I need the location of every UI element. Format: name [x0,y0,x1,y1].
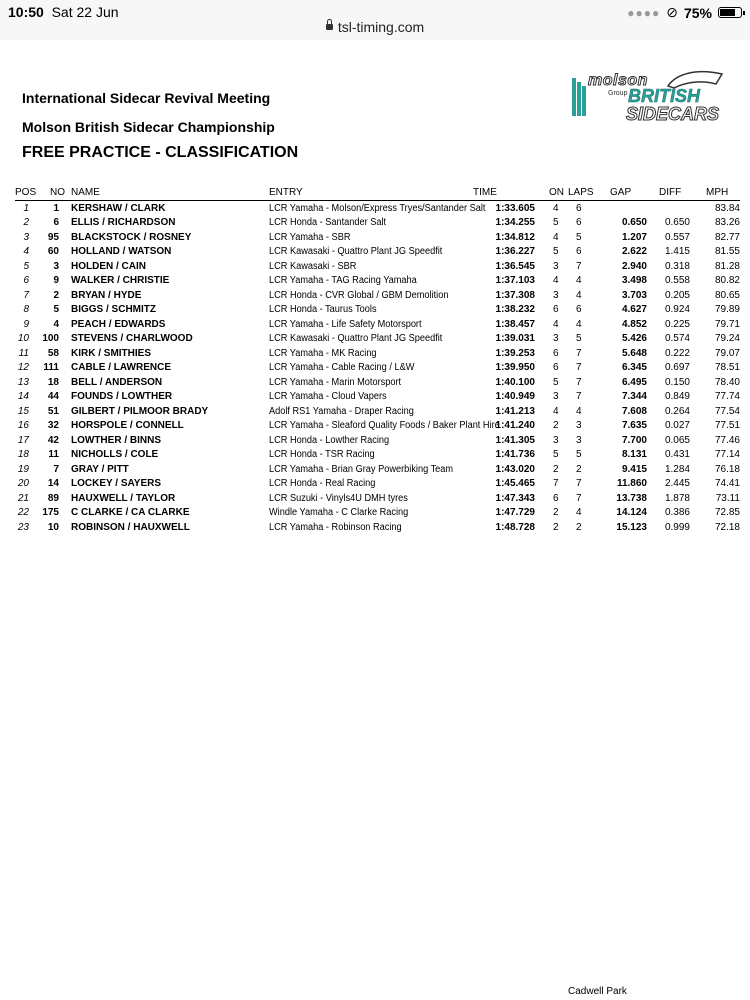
table-row [15,375,740,390]
cell-gap: 7.344 [621,391,647,403]
cell-gap: 2.940 [621,260,647,272]
table-row [15,491,740,506]
cell-time: 1:36.227 [495,246,535,258]
cell-name: LOCKEY / SAYERS [71,478,162,490]
cell-mph: 77.46 [714,434,740,446]
cell-no: 18 [47,376,59,388]
cell-gap: 13.738 [616,492,647,504]
cell-no: 111 [43,362,59,374]
table-row [15,520,740,535]
cell-name: BIGGS / SCHMITZ [71,304,156,316]
cell-no: 100 [42,333,59,345]
cell-time: 1:40.100 [495,376,535,388]
cell-time: 1:41.305 [495,434,535,446]
table-row [15,274,740,289]
cell-name: BELL / ANDERSON [71,376,163,388]
cell-mph: 72.18 [714,521,740,533]
cell-no: 175 [42,507,59,519]
cell-gap: 8.131 [621,449,647,461]
cell-pos: 18 [17,449,29,461]
cell-name: PEACH / EDWARDS [71,318,166,330]
cell-on: 3 [553,434,559,446]
cell-laps: 3 [576,434,582,446]
cell-on: 3 [553,391,559,403]
cell-gap: 3.703 [621,289,647,301]
cell-entry: LCR Yamaha - Cloud Vapers [269,391,387,403]
cell-pos: 2 [23,217,29,229]
cell-on: 7 [553,478,559,490]
cell-diff [647,201,690,216]
cell-on: 5 [553,246,559,258]
col-gap: GAP [598,184,647,201]
cell-on: 5 [553,217,559,229]
cell-mph: 72.85 [714,507,740,519]
cell-no: 4 [53,318,59,330]
cell-entry: Adolf RS1 Yamaha - Draper Racing [269,405,414,417]
cell-gap: 14.124 [616,507,647,519]
cell-no: 9 [53,275,59,287]
url-bar[interactable] [0,19,750,35]
cell-on: 4 [553,318,559,330]
cell-mph: 77.54 [714,405,740,417]
cell-no: 7 [53,463,59,475]
cell-no: 5 [53,304,59,316]
cell-laps: 7 [576,492,582,504]
cell-diff: 0.225 [664,318,690,330]
cell-name: CABLE / LAWRENCE [71,362,171,374]
cell-no: 3 [53,260,59,272]
cell-name: HORSPOLE / CONNELL [71,420,184,432]
cell-diff: 0.150 [664,376,690,388]
cell-time: 1:41.213 [495,405,535,417]
battery-fill [720,9,735,16]
cell-gap: 1.207 [621,231,647,243]
cell-pos: 17 [17,434,29,446]
cell-on: 6 [553,304,559,316]
cell-diff: 0.027 [664,420,690,432]
venue-footer: Cadwell Park [568,986,627,997]
cell-time: 1:43.020 [495,463,535,475]
cell-pos: 23 [17,521,29,533]
cell-diff: 0.318 [664,260,690,272]
table-row [15,245,740,260]
cell-time: 1:38.457 [495,318,535,330]
cell-name: KIRK / SMITHIES [71,347,152,359]
cell-no: 60 [47,246,59,258]
cell-no: 51 [47,405,59,417]
cell-laps: 7 [576,347,582,359]
cell-name: LOWTHER / BINNS [71,434,161,446]
cell-on: 2 [553,420,559,432]
cell-mph: 74.41 [714,478,740,490]
cell-no: 95 [47,231,59,243]
table-row [15,462,740,477]
cell-mph: 76.18 [714,463,740,475]
status-bar [0,0,750,40]
signal-icon: ●●●● [627,5,661,20]
cell-laps: 5 [576,231,582,243]
cell-gap: 7.635 [621,420,647,432]
cell-name: KERSHAW / CLARK [71,202,166,214]
cell-diff: 1.878 [664,492,690,504]
cell-name: ROBINSON / HAUXWELL [71,521,190,533]
table-row [15,506,740,521]
cell-pos: 3 [23,231,29,243]
cell-name: HOLLAND / WATSON [71,246,172,258]
cell-on: 6 [553,492,559,504]
cell-diff: 1.415 [664,246,690,258]
cell-time: 1:39.950 [495,362,535,374]
cell-entry: LCR Kawasaki - Quattro Plant JG Speedfit [269,333,443,345]
cell-laps: 2 [576,521,582,533]
cell-name: C CLARKE / CA CLARKE [71,507,190,519]
cell-time: 1:37.308 [495,289,535,301]
cell-name: GILBERT / PILMOOR BRADY [71,405,209,417]
cell-entry: LCR Yamaha - TAG Racing Yamaha [269,275,417,287]
cell-name: HOLDEN / CAIN [71,260,146,272]
cell-gap [598,201,647,216]
cell-mph: 80.82 [714,275,740,287]
cell-mph: 77.74 [714,391,740,403]
cell-entry: LCR Yamaha - Brian Gray Powerbiking Team [269,463,454,475]
col-on: ON [541,184,568,201]
cell-on: 5 [553,376,559,388]
cell-laps: 7 [576,376,582,388]
cell-pos: 16 [17,420,29,432]
cell-time: 1:39.031 [495,333,535,345]
cell-time: 1:39.253 [495,347,535,359]
table-row [15,477,740,492]
cell-on: 2 [553,507,559,519]
cell-diff: 0.849 [664,391,690,403]
cell-diff: 0.205 [664,289,690,301]
cell-on: 4 [553,231,559,243]
cell-pos: 7 [23,289,29,301]
cell-diff: 0.999 [664,521,690,533]
cell-entry: LCR Kawasaki - Quattro Plant JG Speedfit [269,246,443,258]
cell-pos: 19 [17,463,29,475]
cell-time: 1:37.103 [495,275,535,287]
cell-laps: 7 [576,478,582,490]
logo-molson: molson [588,72,648,89]
session-title: FREE PRACTICE - CLASSIFICATION [22,144,299,161]
cell-pos: 15 [17,405,29,417]
cell-laps: 7 [576,391,582,403]
logo-british: BRITISH [628,86,700,106]
col-name: NAME [71,184,269,201]
cell-mph: 81.55 [714,246,740,258]
cell-on: 2 [553,521,559,533]
cell-laps: 6 [576,304,582,316]
table-row [15,201,740,216]
table-row [15,346,740,361]
cell-laps: 4 [576,405,582,417]
cell-mph: 79.71 [714,318,740,330]
cell-name: GRAY / PITT [71,463,129,475]
cell-name: HAUXWELL / TAYLOR [71,492,176,504]
cell-laps: 4 [576,318,582,330]
col-laps: LAPS [568,184,598,201]
table-row [15,404,740,419]
cell-entry: LCR Yamaha - Sleaford Quality Foods / Baker Plant Hire [269,420,500,432]
cell-time: 1:38.232 [495,304,535,316]
cell-diff: 0.574 [664,333,690,345]
status-time: 10:50 [8,4,44,20]
cell-pos: 21 [17,492,29,504]
cell-diff: 0.697 [664,362,690,374]
table-row [15,433,740,448]
col-diff: DIFF [647,184,690,201]
cell-entry: LCR Yamaha - Molson/Express Tryes/Santander Salt [269,202,486,214]
cell-diff: 0.557 [664,231,690,243]
cell-time: 1:40.949 [495,391,535,403]
cell-laps: 7 [576,260,582,272]
table-row [15,288,740,303]
cell-name: BRYAN / HYDE [71,289,142,301]
cell-no: 6 [53,217,59,229]
cell-gap: 7.608 [621,405,647,417]
orientation-lock-icon: ⊘ [666,4,678,20]
cell-mph: 78.51 [714,362,740,374]
cell-gap: 2.622 [621,246,647,258]
cell-entry: LCR Yamaha - MK Racing [269,347,377,359]
cell-diff: 0.924 [664,304,690,316]
cell-laps: 4 [576,507,582,519]
cell-laps: 5 [576,449,582,461]
cell-entry: LCR Honda - TSR Racing [269,449,375,461]
cell-diff: 0.386 [664,507,690,519]
cell-pos: 1 [23,202,29,214]
cell-diff: 1.284 [664,463,690,475]
cell-no: 1 [53,202,59,214]
cell-name: WALKER / CHRISTIE [71,275,170,287]
cell-name: STEVENS / CHARLWOOD [71,333,193,345]
table-row [15,390,740,405]
cell-diff: 0.558 [664,275,690,287]
table-row [15,259,740,274]
cell-no: 10 [47,521,59,533]
cell-diff: 0.264 [664,405,690,417]
logo-group: Group [608,90,628,97]
col-time: TIME [459,184,541,201]
cell-on: 3 [553,333,559,345]
table-row [15,216,740,231]
cell-pos: 9 [23,318,29,330]
cell-time: 1:48.728 [495,521,535,533]
cell-gap: 15.123 [616,521,647,533]
cell-no: 11 [48,449,59,461]
cell-on: 5 [553,449,559,461]
cell-entry: LCR Honda - Real Racing [269,478,376,490]
cell-gap: 6.495 [621,376,647,388]
cell-pos: 13 [17,376,29,388]
cell-diff: 0.065 [664,434,690,446]
cell-laps: 6 [576,246,582,258]
cell-on: 3 [553,260,559,272]
cell-time: 1:41.240 [495,420,535,432]
cell-diff: 2.445 [664,478,690,490]
cell-entry: LCR Kawasaki - SBR [269,260,357,272]
cell-pos: 5 [23,260,29,272]
cell-gap: 9.415 [621,463,647,475]
cell-entry: Windle Yamaha - C Clarke Racing [269,507,409,519]
col-entry: ENTRY [269,184,459,201]
cell-pos: 6 [23,275,29,287]
cell-laps: 6 [576,217,582,229]
cell-on: 4 [553,202,559,214]
cell-time: 1:36.545 [495,260,535,272]
table-row [15,332,740,347]
cell-name: BLACKSTOCK / ROSNEY [71,231,192,243]
cell-entry: LCR Yamaha - Cable Racing / L&W [269,362,415,374]
championship-title: Molson British Sidecar Championship [22,119,275,135]
cell-mph: 78.40 [714,376,740,388]
table-row [15,448,740,463]
cell-mph: 83.84 [714,202,740,214]
table-row [15,419,740,434]
cell-time: 1:47.729 [495,507,535,519]
table-row [15,317,740,332]
classification-table [15,184,740,535]
cell-pos: 22 [17,507,29,519]
battery-icon [718,7,742,18]
cell-mph: 77.51 [714,420,740,432]
cell-entry: LCR Yamaha - Life Safety Motorsport [269,318,422,330]
lock-icon [326,24,333,30]
cell-no: 44 [47,391,59,403]
cell-laps: 3 [576,420,582,432]
cell-diff: 0.431 [664,449,690,461]
cell-name: FOUNDS / LOWTHER [71,391,173,403]
table-header-row [15,184,740,201]
cell-gap: 5.426 [621,333,647,345]
cell-entry: LCR Yamaha - Robinson Racing [269,521,402,533]
cell-gap: 5.648 [621,347,647,359]
cell-pos: 10 [17,333,29,345]
cell-mph: 81.28 [714,260,740,272]
cell-no: 42 [47,434,59,446]
cell-diff: 0.650 [664,217,690,229]
status-date: Sat 22 Jun [51,4,119,20]
col-no: NO [29,184,71,201]
cell-gap: 4.852 [621,318,647,330]
cell-no: 14 [47,478,59,490]
cell-pos: 8 [23,304,29,316]
british-sidecars-logo [566,64,728,126]
cell-time: 1:41.736 [495,449,535,461]
cell-entry: LCR Honda - Santander Salt [269,217,387,229]
cell-gap: 6.345 [621,362,647,374]
cell-mph: 77.14 [714,449,740,461]
cell-on: 2 [553,463,559,475]
cell-pos: 20 [17,478,29,490]
cell-on: 3 [553,289,559,301]
cell-no: 58 [47,347,59,359]
cell-mph: 73.11 [715,492,740,504]
cell-gap: 11.860 [616,478,647,490]
cell-time: 1:33.605 [495,202,535,214]
cell-laps: 2 [576,463,582,475]
cell-mph: 83.26 [714,217,740,229]
cell-mph: 82.77 [714,231,740,243]
cell-pos: 14 [17,391,29,403]
cell-entry: LCR Yamaha - SBR [269,231,351,243]
cell-laps: 7 [576,362,582,374]
cell-mph: 80.65 [714,289,740,301]
cell-pos: 12 [17,362,29,374]
cell-name: NICHOLLS / COLE [71,449,159,461]
cell-time: 1:45.465 [495,478,535,490]
cell-gap: 7.700 [621,434,647,446]
cell-entry: LCR Yamaha - Marin Motorsport [269,376,402,388]
cell-diff: 0.222 [664,347,690,359]
url-text: tsl-timing.com [337,19,425,35]
cell-no: 2 [53,289,59,301]
logo-sidecars: SIDECARS [626,104,720,124]
cell-mph: 79.07 [714,347,740,359]
table-row [15,361,740,376]
cell-gap: 3.498 [621,275,647,287]
cell-entry: LCR Honda - CVR Global / GBM Demolition [269,289,449,301]
table-row [15,230,740,245]
cell-laps: 4 [576,289,582,301]
cell-laps: 4 [576,275,582,287]
cell-entry: LCR Suzuki - Vinyls4U DMH tyres [269,492,408,504]
logo-stripes-icon [572,78,586,116]
table-row [15,303,740,318]
cell-time: 1:47.343 [495,492,535,504]
battery-percent: 75% [683,4,712,21]
cell-mph: 79.89 [714,304,740,316]
cell-time: 1:34.812 [495,231,535,243]
cell-time: 1:34.255 [495,217,535,229]
cell-gap: 4.627 [621,304,647,316]
cell-gap: 0.650 [621,217,647,229]
cell-no: 32 [47,420,59,432]
col-mph: MPH [690,184,740,201]
cell-pos: 4 [23,246,29,258]
cell-laps: 6 [576,202,582,214]
status-left [8,4,119,20]
cell-entry: LCR Honda - Taurus Tools [269,304,377,316]
cell-pos: 11 [18,347,29,359]
cell-on: 6 [553,347,559,359]
cell-on: 4 [553,405,559,417]
cell-no: 89 [47,492,59,504]
cell-on: 4 [553,275,559,287]
cell-on: 6 [553,362,559,374]
cell-entry: LCR Honda - Lowther Racing [269,434,390,446]
cell-laps: 5 [576,333,582,345]
col-pos: POS [15,184,29,201]
cell-mph: 79.24 [714,333,740,345]
event-title: International Sidecar Revival Meeting [22,90,271,106]
cell-name: ELLIS / RICHARDSON [71,217,176,229]
